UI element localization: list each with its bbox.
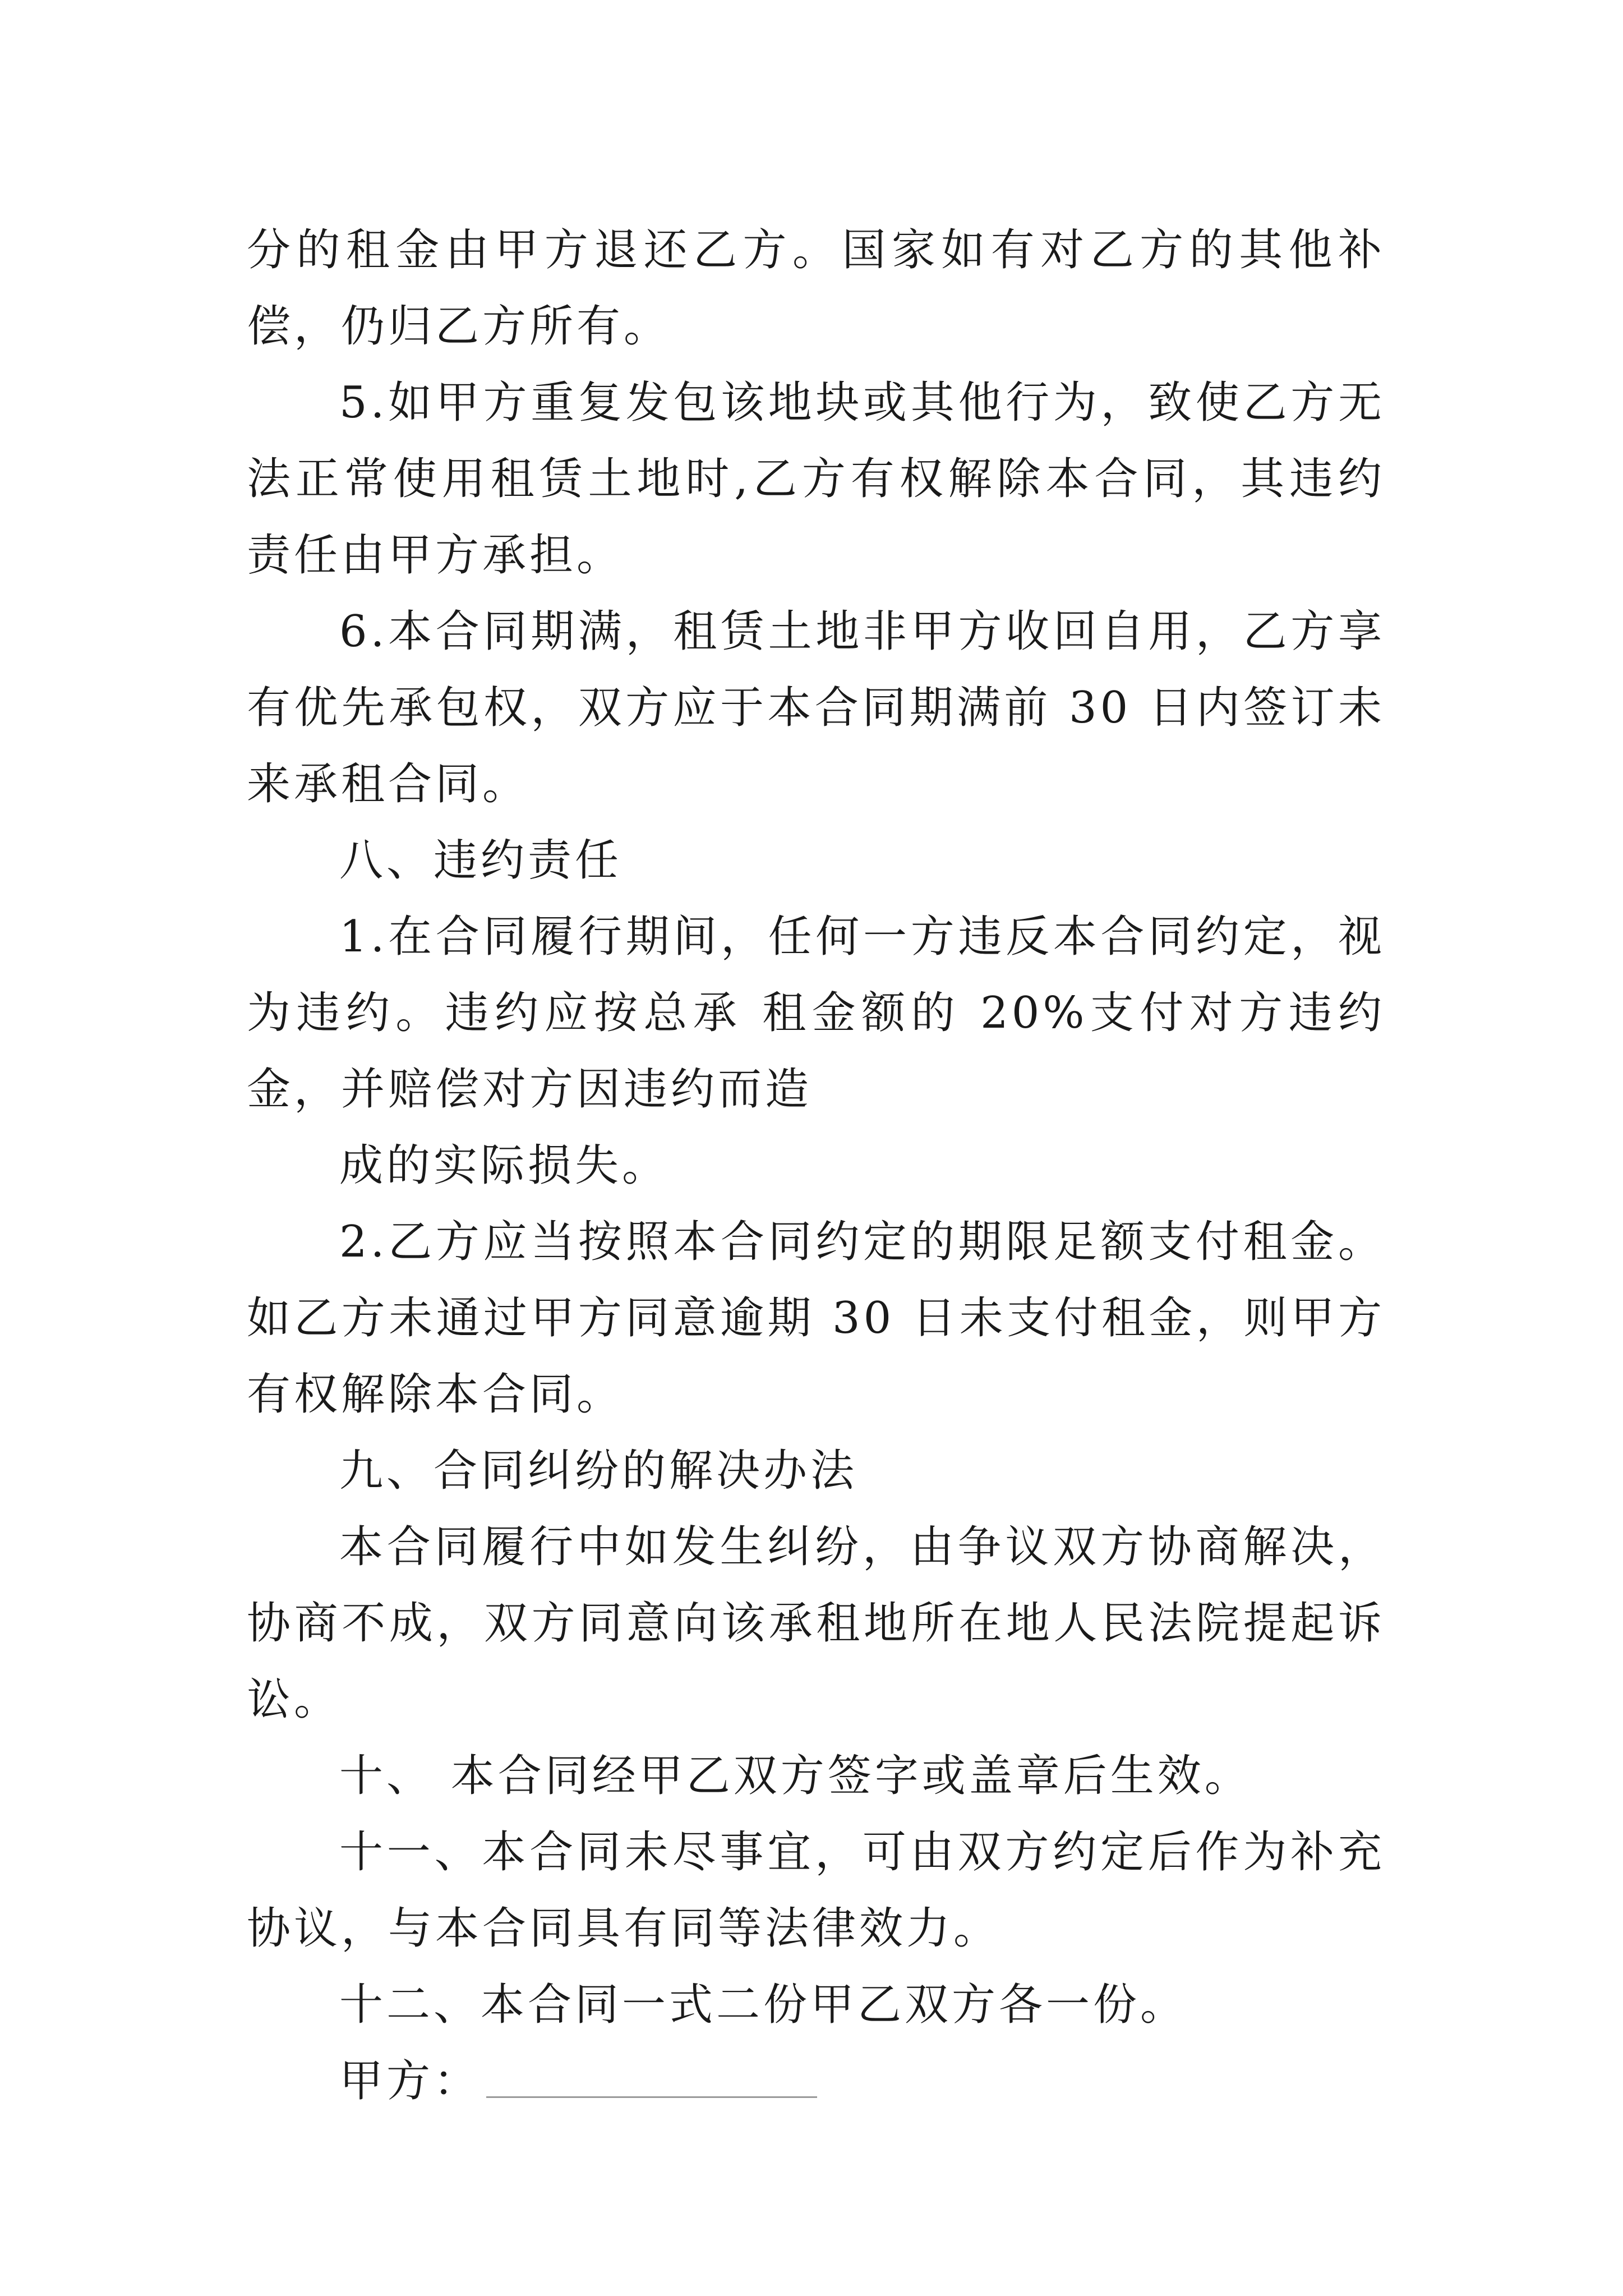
paragraph-clause-5: 5.如甲方重复发包该地块或其他行为，致使乙方无法正常使用租赁土地时,乙方有权解除本合同，其违约责任由甲方承担。 bbox=[247, 378, 1385, 581]
signature-party-a bbox=[247, 2043, 1385, 2119]
paragraph-effective: 十、 本合同经甲乙双方签字或盖章后生效。 bbox=[339, 1751, 1252, 1801]
section-heading-dispute: 九、合同纠纷的解决办法 bbox=[339, 1446, 858, 1496]
signature-label-party-a: 甲方： bbox=[339, 2056, 481, 2106]
paragraph-clause-6: 6.本合同期满，租赁土地非甲方收回自用，乙方享有优先承包权，双方应于本合同期满前 30 日内签订未来承租合同。 bbox=[247, 606, 1385, 809]
paragraph-breach-1-continued: 成的实际损失。 bbox=[339, 1140, 670, 1191]
paragraph-supplement: 十一、本合同未尽事宜，可由双方约定后作为补充协议，与本合同具有同等法律效力。 bbox=[247, 1827, 1385, 1954]
document-body bbox=[247, 212, 1385, 2119]
signature-line-party-a[interactable] bbox=[486, 2057, 817, 2098]
paragraph-breach-1: 1.在合同履行期间，任何一方违反本合同约定，视为违约。违约应按总承 租金额的 20%支付对方违约金，并赔偿对方因违约而造 bbox=[247, 912, 1385, 1115]
paragraph-refund-clause: 分的租金由甲方退还乙方。国家如有对乙方的其他补偿，仍归乙方所有。 bbox=[247, 225, 1385, 352]
paragraph-breach-2: 2.乙方应当按照本合同约定的期限足额支付租金。如乙方未通过甲方同意逾期 30 日未支付租金，则甲方有权解除本合同。 bbox=[247, 1217, 1385, 1420]
paragraph-copies: 十二、本合同一式二份甲乙双方各一份。 bbox=[339, 1980, 1188, 2030]
paragraph-dispute: 本合同履行中如发生纠纷，由争议双方协商解决，协商不成，双方同意向该承租地所在地人民法院提起诉讼。 bbox=[247, 1522, 1385, 1725]
section-heading-breach: 八、违约责任 bbox=[339, 835, 623, 886]
